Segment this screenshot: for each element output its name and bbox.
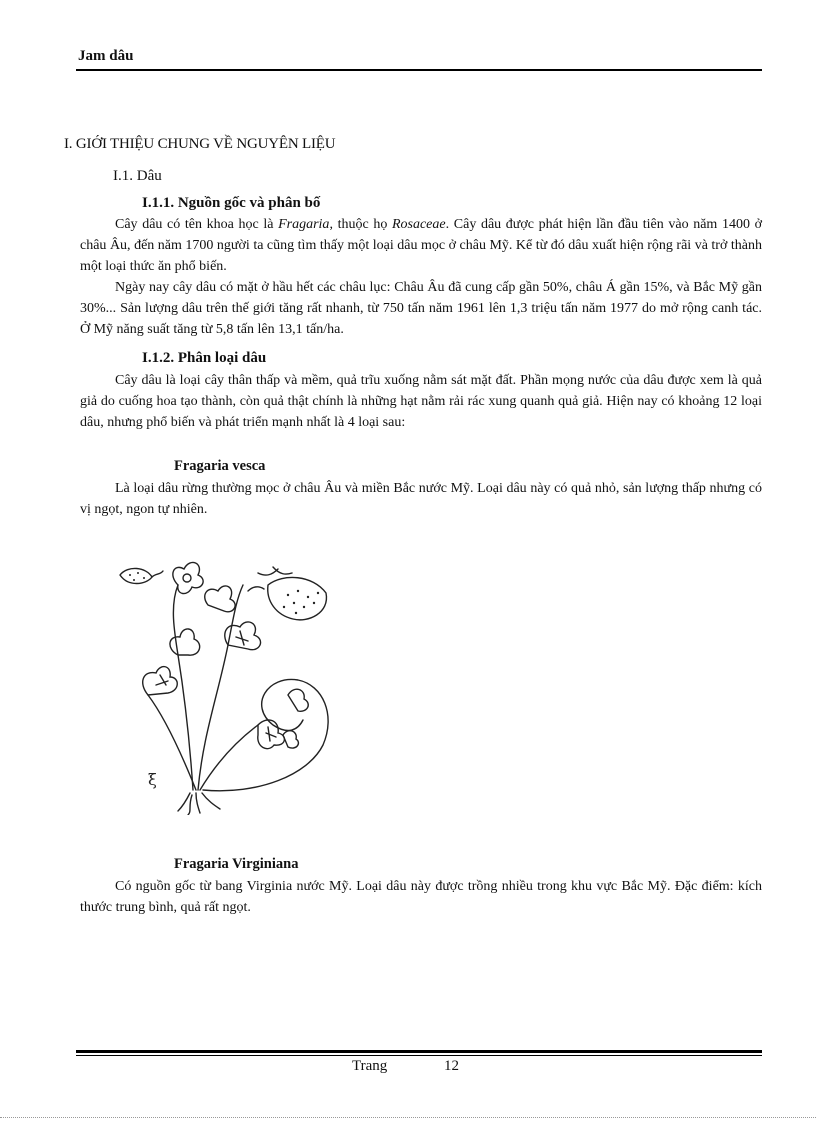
document-header-title: Jam dâu xyxy=(78,48,134,64)
footer-page-label: Trang xyxy=(352,1058,388,1074)
species-description-virginiana: Có nguồn gốc từ bang Virginia nước Mỹ. Loại dâu này được trồng nhiều trong khu vực Bắc Mỹ. Đặc điểm: kích thước trung bình, quả rất ngọt. xyxy=(80,879,762,915)
origin-paragraph-1: Cây dâu có tên khoa học là Fragaria, thuộc họ Rosaceae. Cây dâu được phát hiện lần đầu tiên vào năm 1400 ở châu Âu, đến năm 1700 người ta cũng tìm thấy một loại dâu mọc ở châu Mỹ. Kể từ đó dâu xuất hiện rộng rãi và trở thành một loại thức ăn phổ biến. xyxy=(80,217,762,274)
origin-heading: I.1.1. Nguồn gốc và phân bố xyxy=(142,195,321,211)
footer-rule-thick xyxy=(76,1050,762,1053)
strawberry-plant-illustration xyxy=(108,545,378,815)
page-edge-dotted-line xyxy=(0,1117,816,1118)
species-description-vesca: Là loại dâu rừng thường mọc ở châu Âu và miền Bắc nước Mỹ. Loại dâu này có quả nhỏ, sản lượng thấp nhưng có vị ngọt, ngon tự nhiên. xyxy=(80,481,762,517)
species-name-vesca: Fragaria vesca xyxy=(174,458,266,474)
subsection-heading: I.1. Dâu xyxy=(113,168,162,184)
header-rule xyxy=(76,69,762,71)
species-name-virginiana: Fragaria Virginiana xyxy=(174,856,299,872)
family-name: Rosaceae xyxy=(391,217,446,232)
genus-name: Fragaria xyxy=(278,217,330,232)
origin-paragraph-2: Ngày nay cây dâu có mặt ở hầu hết các châu lục: Châu Âu đã cung cấp gần 50%, châu Á gần 15%, và Bắc Mỹ gần 30%... Sản lượng dâu trên thế giới tăng rất nhanh, từ 750 tấn năm 1961 lên 1,3 triệu tấn năm 1977 do mở rộng canh tác. Ở Mỹ năng suất tăng từ 5,8 tấn lên 13,1 tấn/ha. xyxy=(80,280,762,337)
svg-text:ξ: ξ xyxy=(148,770,157,789)
classification-paragraph: Cây dâu là loại cây thân thấp và mềm, quả trĩu xuống nằm sát mặt đất. Phần mọng nước của dâu được xem là quả giả do cuống hoa tạo thành, còn quả thật chính là những hạt nằm rải rác xung quanh quả giả. Hiện nay có khoảng 12 loại dâu, nhưng phổ biến và phát triển mạnh nhất là 4 loại sau: xyxy=(80,373,762,430)
footer-rule-thin xyxy=(76,1055,762,1056)
section-heading: I. GIỚI THIỆU CHUNG VỀ NGUYÊN LIỆU xyxy=(64,136,336,152)
footer-page-number: 12 xyxy=(444,1058,459,1074)
classification-heading: I.1.2. Phân loại dâu xyxy=(142,350,267,366)
